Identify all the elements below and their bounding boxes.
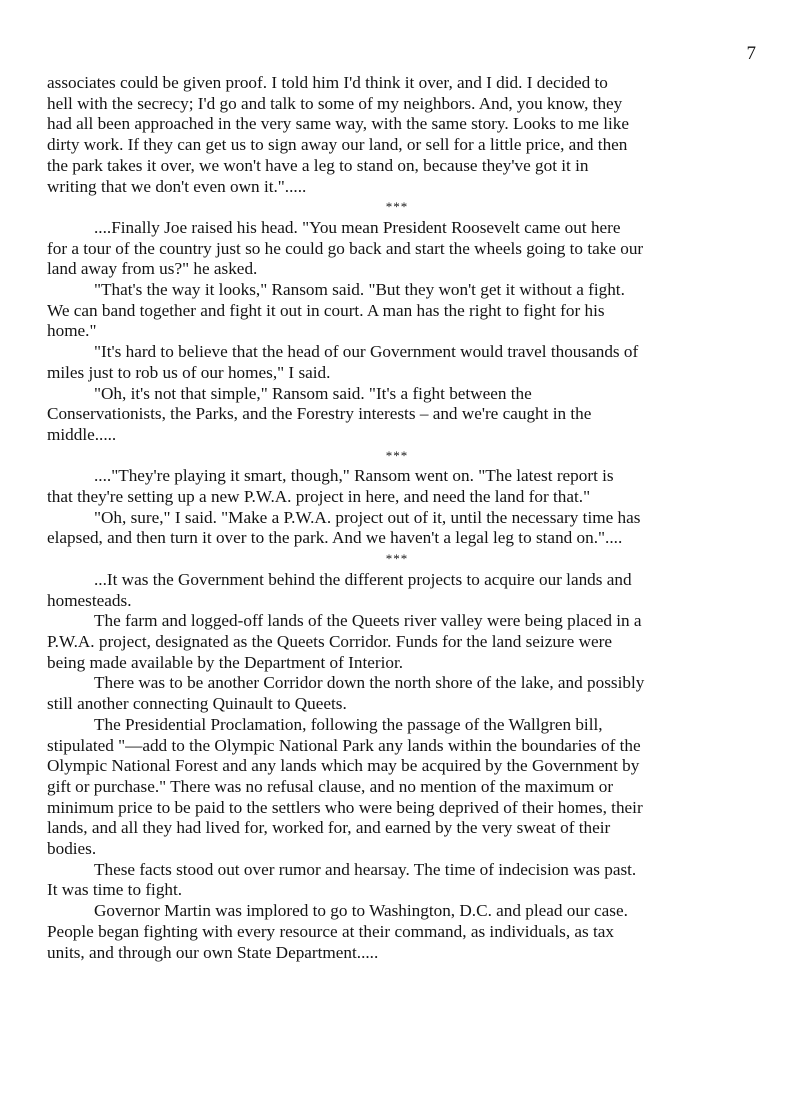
body-text xyxy=(47,73,747,963)
page-number: 7 xyxy=(746,43,756,64)
paragraph: ....Finally Joe raised his head. "You mean President Roosevelt came out here for a tour of the country just so he could go back and start the wheels going to take our land away from us?" he asked. xyxy=(47,217,644,279)
paragraph: The Presidential Proclamation, following the passage of the Wallgren bill, stipulated "—add to the Olympic National Park any lands within the boundaries of the Olympic National Forest and any lands which may be acquired by the Government by gift or purchase." There was no refusal clause, and no mention of the maximum or minimum price to be paid to the settlers who were being deprived of their homes, their lands, and all they had lived for, worked for, and earned by the very sweat of their bodies. xyxy=(47,714,643,859)
section-separator: *** xyxy=(385,551,409,567)
section-separator: *** xyxy=(385,447,409,463)
paragraph: "Oh, sure," I said. "Make a P.W.A. project out of it, until the necessary time has elapsed, and then turn it over to the park. And we haven't a legal leg to stand on.".... xyxy=(47,507,641,548)
paragraph: There was to be another Corridor down the north shore of the lake, and possibly still another connecting Quinault to Queets. xyxy=(47,673,645,714)
section-separator: *** xyxy=(385,199,409,215)
paragraph: ...It was the Government behind the different projects to acquire our lands and homesteads. xyxy=(47,569,632,610)
paragraph: These facts stood out over rumor and hearsay. The time of indecision was past. It was time to fight. xyxy=(47,859,637,900)
paragraph: associates could be given proof. I told him I'd think it over, and I did. I decided to hell with the secrecy; I'd go and talk to some of my neighbors. And, you know, they had all been approached in the very same way, with the same story. Looks to me like dirty work. If they can get us to sign away our land, or sell for a little price, and then the park takes it over, we won't have a leg to stand on, because they've got it in writing that we don't even own it."..... xyxy=(47,73,629,196)
paragraph: "It's hard to believe that the head of our Government would travel thousands of miles just to rob us of our homes," I said. xyxy=(47,342,639,382)
paragraph: The farm and logged-off lands of the Queets river valley were being placed in a P.W.A. project, designated as the Queets Corridor. Funds for the land seizure were being made available by the Department of Interior. xyxy=(47,611,642,672)
paragraph: Governor Martin was implored to go to Washington, D.C. and plead our case. People began fighting with every resource at their command, as individuals, as tax units, and through our own State Department..... xyxy=(47,901,628,962)
paragraph: "That's the way it looks," Ransom said. "But they won't get it without a fight. We can band together and fight it out in court. A man has the right to fight for his home." xyxy=(47,280,625,341)
paragraph: ...."They're playing it smart, though," Ransom went on. "The latest report is that they're setting up a new P.W.A. project in here, and need the land for that." xyxy=(47,466,614,507)
paragraph: "Oh, it's not that simple," Ransom said. "It's a fight between the Conservationists, the Parks, and the Forestry interests – and we're caught in the middle..... xyxy=(47,383,592,444)
